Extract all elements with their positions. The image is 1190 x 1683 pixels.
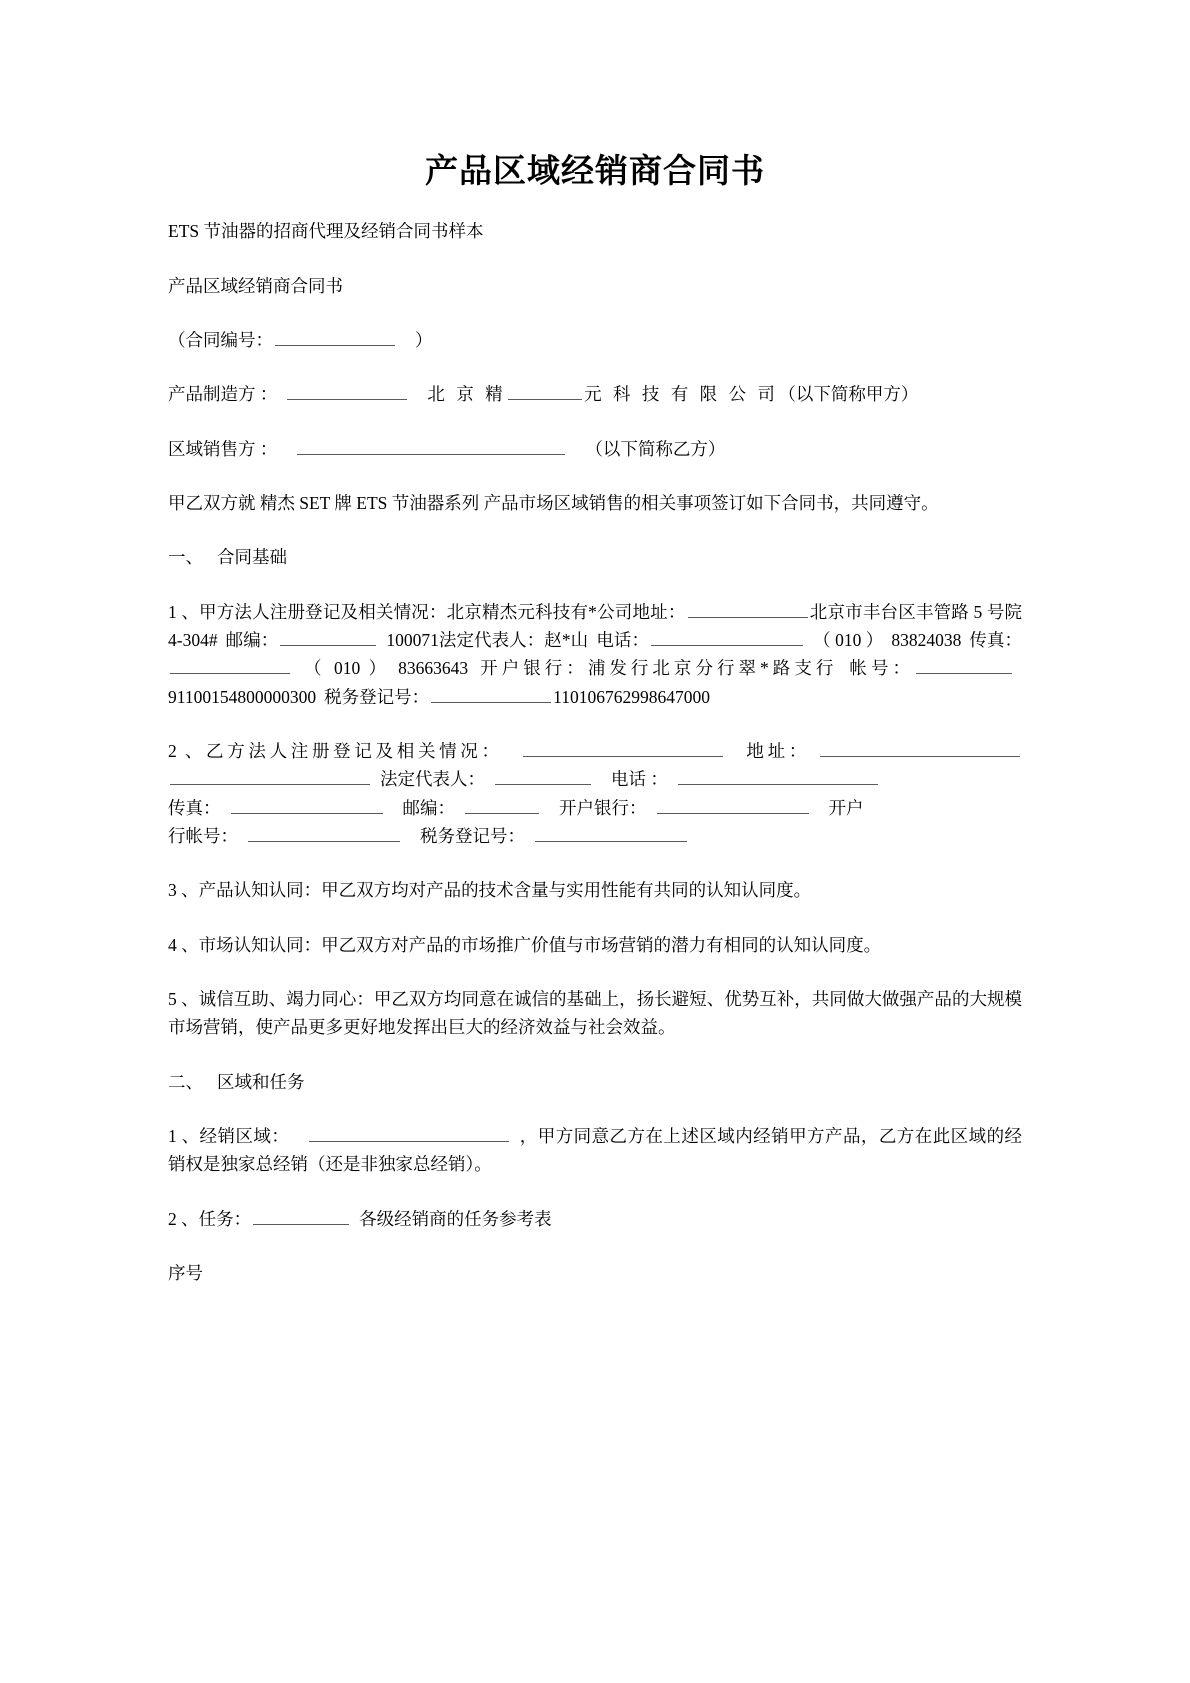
item4-number: 4 、 (168, 934, 199, 955)
s2-item1-label: 经销区域： (199, 1126, 290, 1147)
item2-address-field-2[interactable] (170, 768, 370, 786)
seller-field[interactable] (297, 437, 565, 455)
seller-label: 区域销售方 ： (168, 438, 278, 459)
document-subtitle (168, 217, 1022, 245)
item2-bank-field[interactable] (657, 796, 809, 814)
section-two-title: 区域和任务 (217, 1071, 305, 1092)
item2-tax-field[interactable] (535, 824, 687, 842)
item1-postcode-field[interactable] (280, 628, 376, 646)
preamble-text: 甲乙双方就 精杰 SET 牌 ETS 节油器系列 产品市场区域销售的相关事项签订如下合同书，共同遵守。 (168, 492, 939, 513)
item2-address-label: 地址： (742, 741, 811, 762)
item1-address-field[interactable] (688, 600, 808, 618)
manufacturer-line (168, 380, 1022, 408)
item2-bank-account-head: 开户 (828, 797, 864, 818)
item2-lead: 乙方法人注册登记及相关情况： (206, 741, 503, 762)
item1-account-value: 91100154800000300 (168, 686, 317, 707)
manufacturer-suffix: （以下简称甲方） (778, 384, 919, 405)
manufacturer-name-blank[interactable] (508, 383, 582, 401)
item2-tax-label: 税务登记号： (420, 826, 525, 847)
contract-number-field[interactable] (275, 328, 395, 346)
item1-postcode-label: 邮编： (225, 630, 279, 650)
item1-phone-value: 83824038 (891, 630, 962, 650)
manufacturer-label: 产品制造方 ： (168, 384, 278, 405)
item2-bank-label: 开户银行： (559, 797, 647, 818)
manufacturer-name-tail: 元 科 技 有 限 公 司 (584, 384, 779, 405)
item1-bank-value: 浦发行北京分行翠*路支行 (587, 658, 838, 679)
item1-tax-value: 110106762998647000 (553, 686, 710, 707)
s2-item2-number: 2 、 (168, 1208, 199, 1229)
item1-account-label: 帐号： (845, 658, 915, 679)
s2-item2-label: 任务： (198, 1208, 252, 1229)
contract-number-close: ） (415, 329, 433, 350)
item1-postcode-value: 100071 (386, 630, 439, 650)
item2-phone-field[interactable] (678, 768, 878, 786)
item2-address-field[interactable] (820, 739, 1020, 757)
table-header-text: 序号 (168, 1263, 203, 1284)
item2-fax-label: 传真： (168, 797, 221, 818)
item3-text: 产品认知认同：甲乙双方均对产品的技术含量与实用性能有共同的认知认同度。 (198, 880, 812, 901)
item3-number: 3 、 (168, 880, 199, 901)
item5-number: 5 、 (168, 989, 199, 1010)
item2-legal-rep-label: 法定代表人： (380, 769, 485, 790)
item1-fax-field[interactable] (170, 657, 290, 675)
s2-item1-number: 1 、 (168, 1126, 200, 1147)
document-name-repeat (168, 272, 1022, 300)
manufacturer-name: 北 京 精 (427, 384, 507, 405)
item2-number: 2 、 (168, 741, 207, 762)
item2-bank-account-tail: 行帐号： (168, 826, 238, 847)
section-one-item-3 (168, 876, 1022, 904)
item1-legal-rep-value: 赵*山 (544, 630, 589, 650)
section-two-item-1 (168, 1122, 1022, 1179)
seller-suffix: （以下简称乙方） (585, 438, 726, 459)
seller-line (168, 435, 1022, 463)
item1-tax-label: 税务登记号： (324, 686, 430, 707)
table-header-label (168, 1259, 1022, 1287)
section-one-item-5 (168, 985, 1022, 1042)
item2-postcode-label: 邮编： (402, 797, 455, 818)
item1-phone-label: 电话： (596, 630, 650, 650)
contract-number-label: （合同编号： (168, 329, 273, 350)
section-one-item-2 (168, 737, 1022, 850)
item2-name-field[interactable] (523, 739, 723, 757)
section-two-item-2 (168, 1205, 1022, 1233)
item1-tax-field[interactable] (431, 685, 551, 703)
s2-item1-text: ，甲方同意乙方在上述区域内经销甲方产品，乙方在此区域的经销权是独家总经销（还是非独家总经销）。 (168, 1126, 1023, 1175)
contract-number-line (168, 326, 1022, 354)
s2-item1-region-field[interactable] (309, 1125, 509, 1143)
subtitle-text: ETS 节油器的招商代理及经销合同书样本 (168, 221, 484, 242)
section-one-item-1 (168, 598, 1022, 711)
page-title: 产品区域经销商合同书 (425, 151, 765, 190)
document-name-text: 产品区域经销商合同书 (168, 275, 343, 296)
section-two-number: 二、 (168, 1071, 203, 1092)
item5-text: 诚信互助、竭力同心：甲乙双方均同意在诚信的基础上，扬长避短、优势互补，共同做大做强产品的大规模市场营销，使产品更多更好地发挥出巨大的经济效益与社会效益。 (168, 989, 1023, 1038)
item1-address: 北京市丰台区丰管路 5 号院 4-304# (168, 601, 1023, 650)
manufacturer-field[interactable] (287, 383, 407, 401)
item1-lead: 甲方法人注册登记及相关情况：北京精杰元科技有*公司地址： (199, 601, 686, 622)
item1-phone-field[interactable] (651, 628, 803, 646)
item2-legal-rep-field[interactable] (495, 768, 591, 786)
item2-bank-account-field[interactable] (248, 824, 400, 842)
item1-account-field[interactable] (916, 657, 1012, 675)
item4-text: 市场认知认同：甲乙双方对产品的市场推广价值与市场营销的潜力有相同的认知认同度。 (198, 934, 882, 955)
s2-item2-field[interactable] (253, 1207, 349, 1225)
item2-postcode-field[interactable] (465, 796, 539, 814)
item1-fax-value: 83663643 (398, 658, 469, 679)
item1-legal-rep-label: 法定代表人： (438, 630, 545, 650)
section-heading-two (168, 1068, 1022, 1096)
section-one-number: 一、 (168, 547, 203, 568)
item1-fax-label: 传真： (969, 630, 1023, 650)
item1-phone-area: （ 010 ） (813, 630, 884, 650)
s2-item2-text: 各级经销商的任务参考表 (359, 1208, 552, 1229)
section-heading-one (168, 543, 1022, 571)
item2-fax-field[interactable] (231, 796, 383, 814)
section-one-item-4 (168, 931, 1022, 959)
item2-phone-label: 电话 ： (611, 769, 668, 790)
preamble-paragraph (168, 489, 1022, 517)
item1-bank-label: 开户银行： (476, 658, 588, 679)
item1-fax-area: （ 010 ） (300, 658, 391, 679)
section-one-title: 合同基础 (217, 547, 287, 568)
item1-number: 1 、 (168, 601, 200, 622)
